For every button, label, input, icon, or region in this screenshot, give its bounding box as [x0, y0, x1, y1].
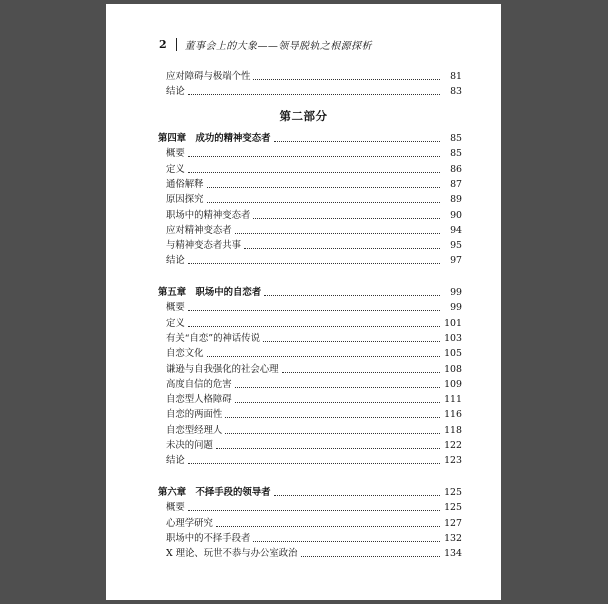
toc-entry-row [166, 222, 462, 237]
dot-leader [188, 510, 440, 511]
toc-entry-row [166, 545, 462, 560]
toc-entry-row [166, 406, 462, 421]
dot-leader [207, 356, 440, 357]
dot-leader [225, 417, 440, 418]
chapter-title: 第四章 成功的精神变态者 [158, 133, 271, 144]
toc-entry-row [166, 161, 462, 176]
dot-leader [216, 526, 440, 527]
dot-leader [253, 218, 440, 219]
entry-page-number: 99 [450, 287, 462, 298]
toc-entry-row [166, 345, 462, 360]
entry-label: 结论 [166, 255, 185, 267]
entry-label: 自恋型经理人 [166, 424, 223, 436]
entry-page-number: 86 [450, 163, 462, 175]
entry-page-number: 81 [450, 71, 462, 82]
toc-entry-row [166, 207, 462, 222]
entry-label: 未决的问题 [166, 440, 213, 451]
dot-leader [225, 433, 440, 434]
dot-leader [263, 341, 440, 342]
toc-entry-row [166, 315, 462, 330]
entry-page-number: 132 [444, 532, 462, 544]
toc-entry-row [166, 499, 462, 514]
entry-page-number: 83 [450, 86, 462, 98]
entry-label: 与精神变态者共事 [166, 240, 242, 252]
dot-leader [207, 202, 440, 203]
toc-entry-row [166, 191, 462, 206]
dot-leader [301, 556, 440, 557]
entry-page-number: 108 [444, 363, 462, 375]
toc-entry-row [166, 299, 462, 314]
dot-leader [253, 79, 440, 80]
dot-leader [216, 448, 440, 449]
entry-page-number: 87 [450, 178, 462, 190]
dot-leader [188, 156, 440, 157]
entry-label: 应对障碍与极端个性 [166, 71, 251, 82]
entry-label: 定义 [166, 163, 185, 175]
toc-entry-row [166, 68, 462, 83]
chapter-title: 第六章 不择手段的领导者 [158, 487, 271, 498]
entry-page-number: 122 [444, 440, 462, 451]
entry-page-number: 118 [444, 424, 462, 436]
entry-label: 结论 [166, 86, 185, 98]
toc-chapter-row [158, 284, 462, 299]
entry-page-number: 85 [450, 133, 462, 144]
entry-page-number: 103 [444, 332, 462, 344]
toc-entry-row [166, 515, 462, 530]
part-title: 第二部分 [279, 109, 328, 123]
entry-page-number: 90 [450, 209, 462, 221]
entry-page-number: 95 [450, 240, 462, 252]
entry-page-number: 123 [444, 455, 462, 467]
entry-page-number: 116 [444, 409, 462, 421]
entry-label: 自恋文化 [166, 348, 204, 360]
dot-leader [274, 495, 440, 496]
entry-page-number: 105 [444, 348, 462, 360]
entry-page-number: 125 [444, 487, 462, 498]
dot-leader [188, 172, 440, 173]
entry-label: 通俗解释 [166, 178, 204, 190]
toc-entry-row [166, 176, 462, 191]
entry-label: 结论 [166, 455, 185, 467]
toc-entry-row [166, 237, 462, 252]
toc-entry-row [166, 361, 462, 376]
toc-entry-row [166, 376, 462, 391]
dot-leader [188, 263, 440, 264]
document-page [106, 4, 501, 600]
dot-leader [235, 402, 440, 403]
dot-leader [244, 248, 440, 249]
toc-entry-row [166, 145, 462, 160]
entry-page-number: 101 [444, 317, 462, 329]
header-divider [176, 38, 177, 51]
entry-label: 心理学研究 [166, 517, 213, 529]
toc-entry-row [166, 452, 462, 467]
dot-leader [188, 463, 440, 464]
toc-entry-row [166, 437, 462, 452]
entry-page-number: 99 [450, 302, 462, 314]
toc-entry-row [166, 252, 462, 267]
entry-label: 谦逊与自我强化的社会心理 [166, 363, 279, 375]
dot-leader [274, 141, 440, 142]
entry-label: 原因探究 [166, 194, 204, 206]
toc-chapter-row [158, 484, 462, 499]
entry-label: 有关“自恋”的神话传说 [166, 332, 260, 344]
toc-entry-row [166, 391, 462, 406]
toc-entry-row [166, 422, 462, 437]
dot-leader [253, 541, 440, 542]
entry-page-number: 111 [444, 394, 462, 406]
entry-label: 自恋型人格障碍 [166, 394, 232, 406]
entry-page-number: 127 [444, 517, 462, 529]
entry-page-number: 85 [450, 148, 462, 160]
running-title: 董事会上的大象——领导脱轨之根源探析 [184, 41, 372, 52]
entry-label: X 理论、玩世不恭与办公室政治 [166, 548, 298, 560]
toc-entry-row [166, 83, 462, 98]
dot-leader [264, 295, 440, 296]
entry-page-number: 97 [450, 255, 462, 267]
dot-leader [188, 94, 440, 95]
toc-chapter-row [158, 130, 462, 145]
entry-page-number: 89 [450, 194, 462, 206]
entry-label: 自恋的两面性 [166, 409, 223, 421]
running-header [159, 37, 372, 52]
toc-entry-row [166, 530, 462, 545]
entry-label: 定义 [166, 317, 185, 329]
entry-label: 职场中的不择手段者 [166, 532, 251, 544]
entry-page-number: 109 [444, 378, 462, 390]
entry-label: 概要 [166, 502, 185, 514]
chapter-title: 第五章 职场中的自恋者 [158, 287, 262, 298]
entry-label: 概要 [166, 302, 185, 314]
dot-leader [282, 372, 440, 373]
dot-leader [235, 387, 440, 388]
entry-label: 职场中的精神变态者 [166, 209, 251, 221]
entry-page-number: 134 [444, 548, 462, 560]
dot-leader [188, 310, 440, 311]
entry-label: 应对精神变态者 [166, 224, 232, 236]
entry-page-number: 94 [450, 224, 462, 236]
entry-page-number: 125 [444, 502, 462, 514]
entry-label: 概要 [166, 148, 185, 160]
entry-label: 高度自信的危害 [166, 378, 232, 390]
dot-leader [188, 326, 440, 327]
dot-leader [235, 233, 440, 234]
dot-leader [207, 187, 440, 188]
toc-entry-row [166, 330, 462, 345]
page-number: 2 [159, 38, 167, 51]
